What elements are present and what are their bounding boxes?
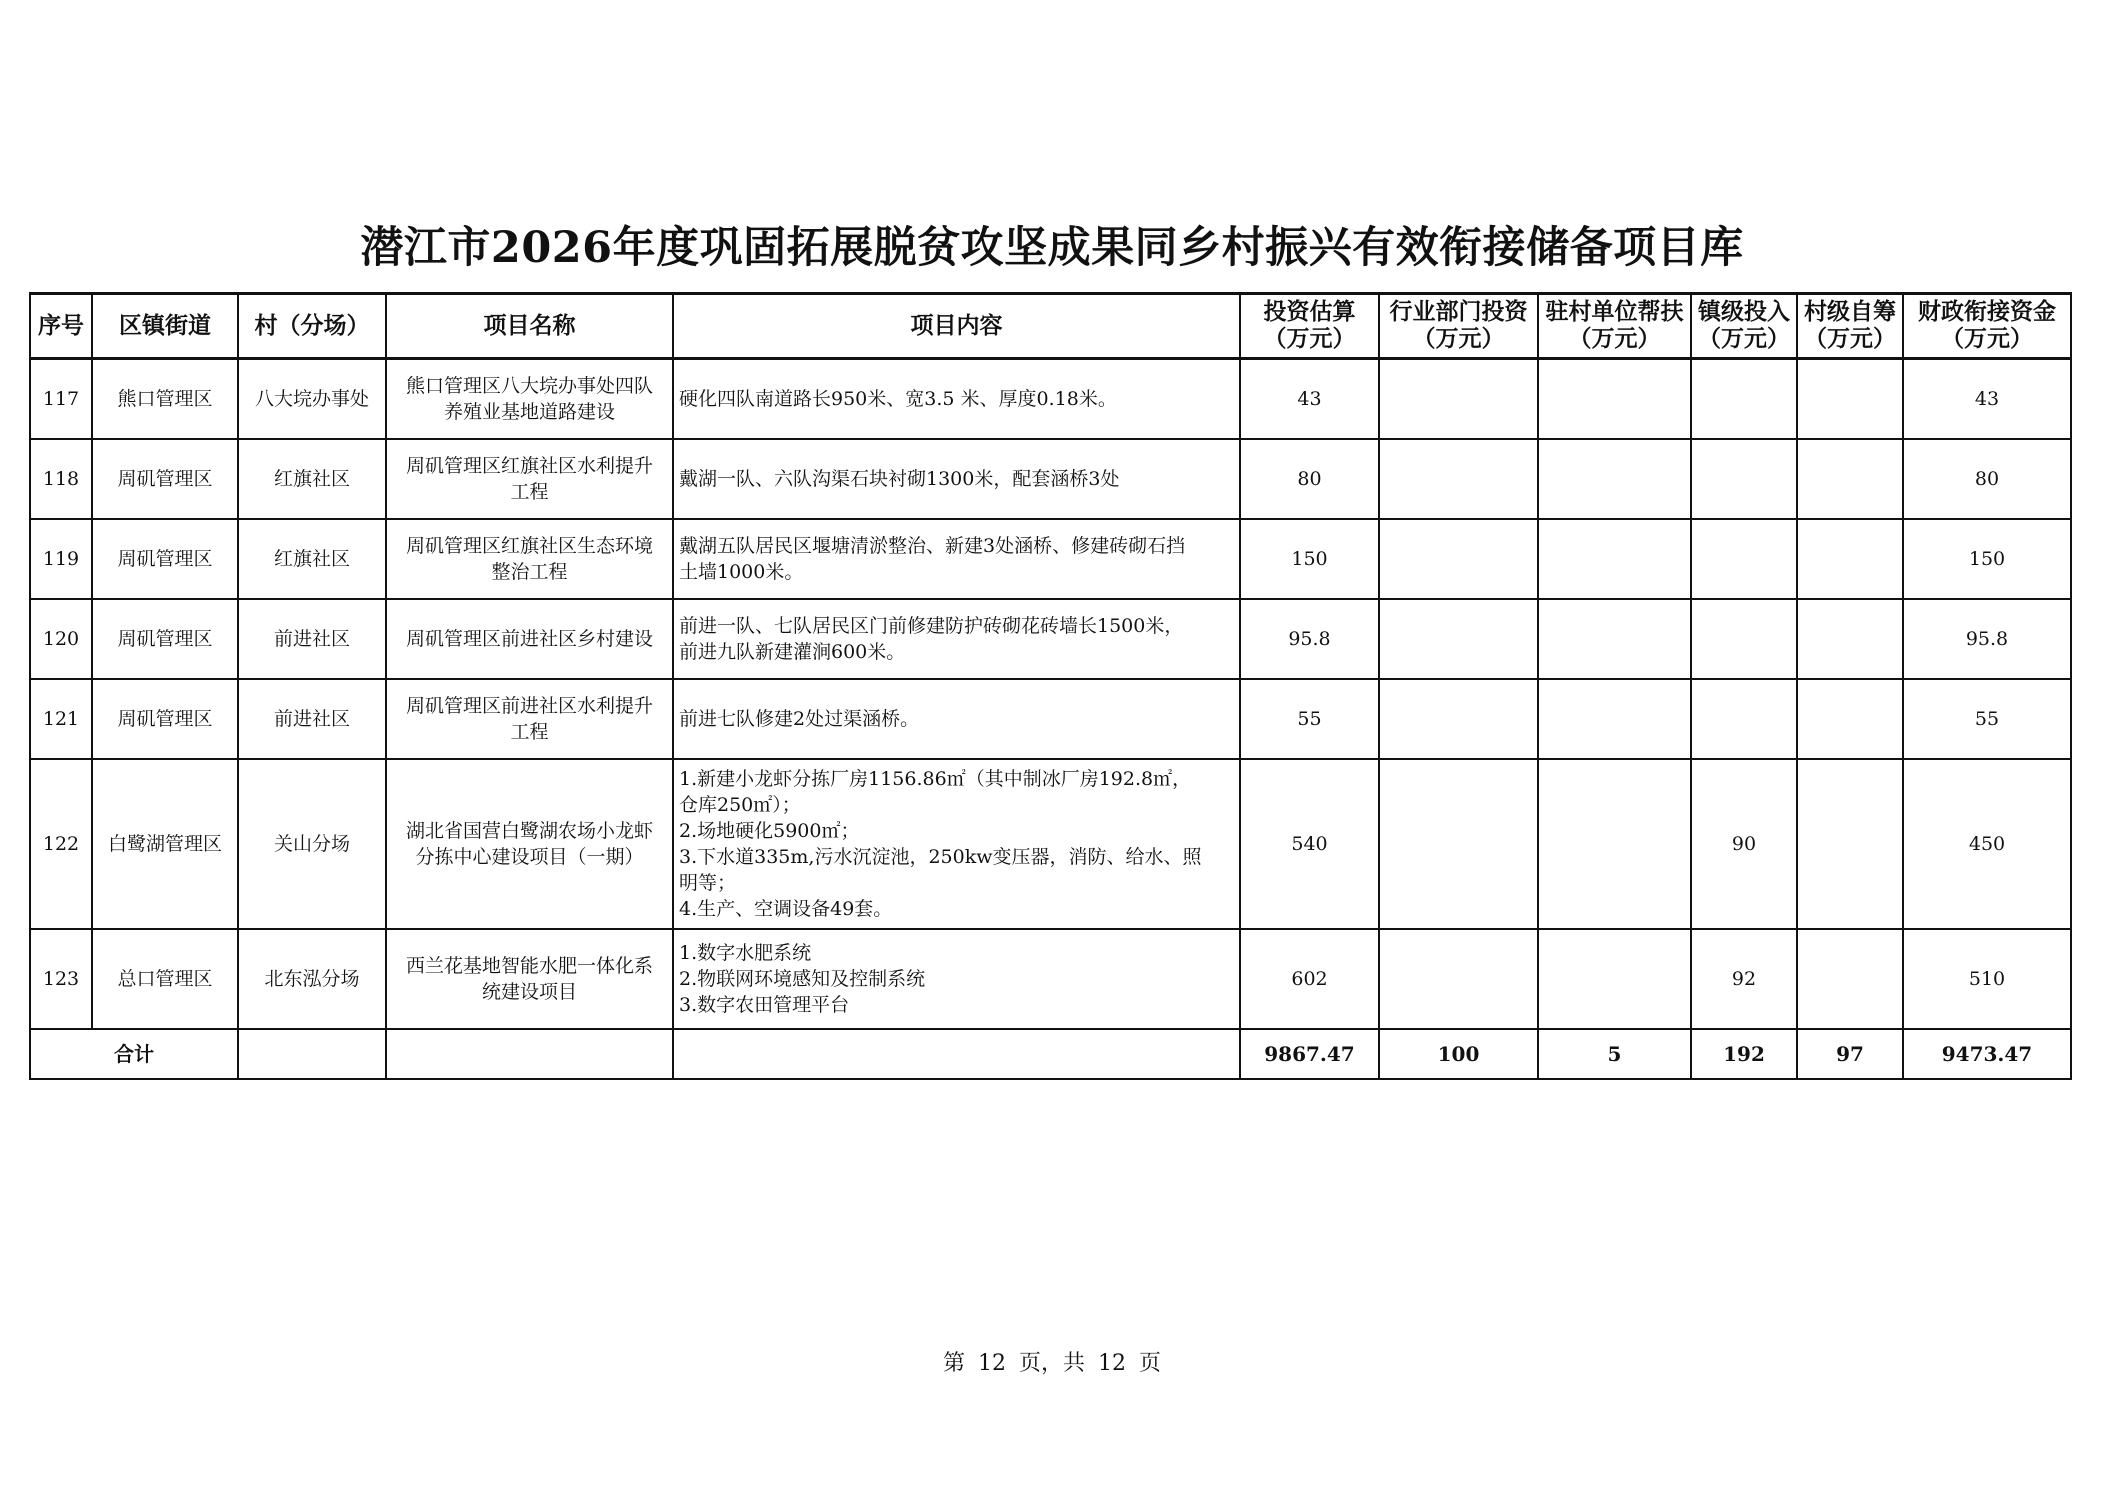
cell-estimate: 43 xyxy=(1240,359,1379,440)
cell-district: 周矶管理区 xyxy=(92,599,238,679)
cell-project-content: 戴湖五队居民区堰塘清淤整治、新建3处涵桥、修建砖砌石挡 土墙1000米。 xyxy=(673,519,1240,599)
total-fiscal: 9473.47 xyxy=(1903,1029,2071,1079)
cell-district: 熊口管理区 xyxy=(92,359,238,440)
header-investment-estimate: 投资估算 （万元） xyxy=(1240,294,1379,359)
header-industry-dept: 行业部门投资 （万元） xyxy=(1379,294,1538,359)
cell-seq: 123 xyxy=(30,929,92,1029)
cell-project-content: 1.数字水肥系统 2.物联网环境感知及控制系统 3.数字农田管理平台 xyxy=(673,929,1240,1029)
table-row xyxy=(30,359,2071,440)
cell-town xyxy=(1691,599,1797,679)
cell-district: 周矶管理区 xyxy=(92,439,238,519)
cell-village: 北东泓分场 xyxy=(238,929,386,1029)
cell-project-content: 硬化四队南道路长950米、宽3.5 米、厚度0.18米。 xyxy=(673,359,1240,440)
cell-project-content: 1.新建小龙虾分拣厂房1156.86㎡（其中制冰厂房192.8㎡， 仓库250㎡）； 2.场地硬化5900㎡； 3.下水道335m,污水沉淀池，250kw变压器，消防、给水、照 明等； 4.生产、空调设备49套。 xyxy=(673,759,1240,929)
cell-district: 白鹭湖管理区 xyxy=(92,759,238,929)
document-title: 潜江市2026年度巩固拓展脱贫攻坚成果同乡村振兴有效衔接储备项目库 xyxy=(360,223,1744,273)
cell-village-self xyxy=(1797,679,1903,759)
total-village-self: 97 xyxy=(1797,1029,1903,1079)
cell-fiscal: 95.8 xyxy=(1903,599,2071,679)
cell-fiscal: 43 xyxy=(1903,359,2071,440)
cell-industry xyxy=(1379,679,1538,759)
cell-project-name: 湖北省国营白鹭湖农场小龙虾 分拣中心建设项目（一期） xyxy=(386,759,673,929)
cell-project-content: 戴湖一队、六队沟渠石块衬砌1300米，配套涵桥3处 xyxy=(673,439,1240,519)
cell-estimate: 55 xyxy=(1240,679,1379,759)
total-industry: 100 xyxy=(1379,1029,1538,1079)
cell-industry xyxy=(1379,519,1538,599)
cell-resident xyxy=(1538,359,1691,440)
cell-resident xyxy=(1538,439,1691,519)
table-row xyxy=(30,679,2071,759)
cell-project-name: 熊口管理区八大垸办事处四队 养殖业基地道路建设 xyxy=(386,359,673,440)
cell-seq: 120 xyxy=(30,599,92,679)
header-village: 村（分场） xyxy=(238,294,386,359)
cell-seq: 121 xyxy=(30,679,92,759)
total-label: 合计 xyxy=(30,1029,238,1079)
header-resident-unit: 驻村单位帮扶 （万元） xyxy=(1538,294,1691,359)
cell-village-self xyxy=(1797,439,1903,519)
cell-seq: 118 xyxy=(30,439,92,519)
page-number: 第 12 页，共 12 页 xyxy=(943,1351,1161,1376)
cell-district: 周矶管理区 xyxy=(92,519,238,599)
cell-town: 92 xyxy=(1691,929,1797,1029)
cell-village: 红旗社区 xyxy=(238,519,386,599)
header-fiscal-funds: 财政衔接资金 （万元） xyxy=(1903,294,2071,359)
header-village-self: 村级自筹 （万元） xyxy=(1797,294,1903,359)
cell-estimate: 150 xyxy=(1240,519,1379,599)
cell-project-name: 周矶管理区前进社区水利提升 工程 xyxy=(386,679,673,759)
cell-project-name: 周矶管理区红旗社区生态环境 整治工程 xyxy=(386,519,673,599)
cell-village-self xyxy=(1797,759,1903,929)
cell-town xyxy=(1691,519,1797,599)
total-resident: 5 xyxy=(1538,1029,1691,1079)
cell-resident xyxy=(1538,599,1691,679)
cell-estimate: 540 xyxy=(1240,759,1379,929)
cell-village: 红旗社区 xyxy=(238,439,386,519)
cell-district: 周矶管理区 xyxy=(92,679,238,759)
cell-town xyxy=(1691,439,1797,519)
cell-industry xyxy=(1379,439,1538,519)
total-empty-name xyxy=(386,1029,673,1079)
cell-fiscal: 55 xyxy=(1903,679,2071,759)
cell-seq: 117 xyxy=(30,359,92,440)
cell-seq: 119 xyxy=(30,519,92,599)
cell-resident xyxy=(1538,759,1691,929)
project-table xyxy=(29,292,2072,1080)
cell-resident xyxy=(1538,519,1691,599)
header-town-level: 镇级投入 （万元） xyxy=(1691,294,1797,359)
cell-fiscal: 450 xyxy=(1903,759,2071,929)
cell-estimate: 80 xyxy=(1240,439,1379,519)
cell-town: 90 xyxy=(1691,759,1797,929)
cell-village: 前进社区 xyxy=(238,679,386,759)
table-row xyxy=(30,439,2071,519)
cell-village-self xyxy=(1797,359,1903,440)
header-district: 区镇街道 xyxy=(92,294,238,359)
table-row xyxy=(30,519,2071,599)
total-empty-content xyxy=(673,1029,1240,1079)
total-row xyxy=(30,1029,2071,1079)
cell-project-name: 周矶管理区红旗社区水利提升 工程 xyxy=(386,439,673,519)
header-project-content: 项目内容 xyxy=(673,294,1240,359)
cell-village: 八大垸办事处 xyxy=(238,359,386,440)
cell-fiscal: 150 xyxy=(1903,519,2071,599)
header-project-name: 项目名称 xyxy=(386,294,673,359)
total-empty-village xyxy=(238,1029,386,1079)
header-row xyxy=(30,294,2071,359)
cell-project-name: 周矶管理区前进社区乡村建设 xyxy=(386,599,673,679)
cell-fiscal: 510 xyxy=(1903,929,2071,1029)
cell-fiscal: 80 xyxy=(1903,439,2071,519)
cell-town xyxy=(1691,359,1797,440)
cell-project-content: 前进七队修建2处过渠涵桥。 xyxy=(673,679,1240,759)
cell-project-content: 前进一队、七队居民区门前修建防护砖砌花砖墙长1500米， 前进九队新建灌涧600米。 xyxy=(673,599,1240,679)
cell-project-name: 西兰花基地智能水肥一体化系 统建设项目 xyxy=(386,929,673,1029)
total-estimate: 9867.47 xyxy=(1240,1029,1379,1079)
cell-village-self xyxy=(1797,599,1903,679)
cell-industry xyxy=(1379,599,1538,679)
cell-seq: 122 xyxy=(30,759,92,929)
cell-village-self xyxy=(1797,519,1903,599)
cell-estimate: 95.8 xyxy=(1240,599,1379,679)
table-row xyxy=(30,599,2071,679)
table-row xyxy=(30,759,2071,929)
cell-estimate: 602 xyxy=(1240,929,1379,1029)
cell-village: 前进社区 xyxy=(238,599,386,679)
cell-district: 总口管理区 xyxy=(92,929,238,1029)
cell-industry xyxy=(1379,759,1538,929)
cell-industry xyxy=(1379,929,1538,1029)
cell-resident xyxy=(1538,929,1691,1029)
total-town: 192 xyxy=(1691,1029,1797,1079)
cell-industry xyxy=(1379,359,1538,440)
header-seq: 序号 xyxy=(30,294,92,359)
table-row xyxy=(30,929,2071,1029)
cell-village: 关山分场 xyxy=(238,759,386,929)
cell-town xyxy=(1691,679,1797,759)
cell-resident xyxy=(1538,679,1691,759)
cell-village-self xyxy=(1797,929,1903,1029)
